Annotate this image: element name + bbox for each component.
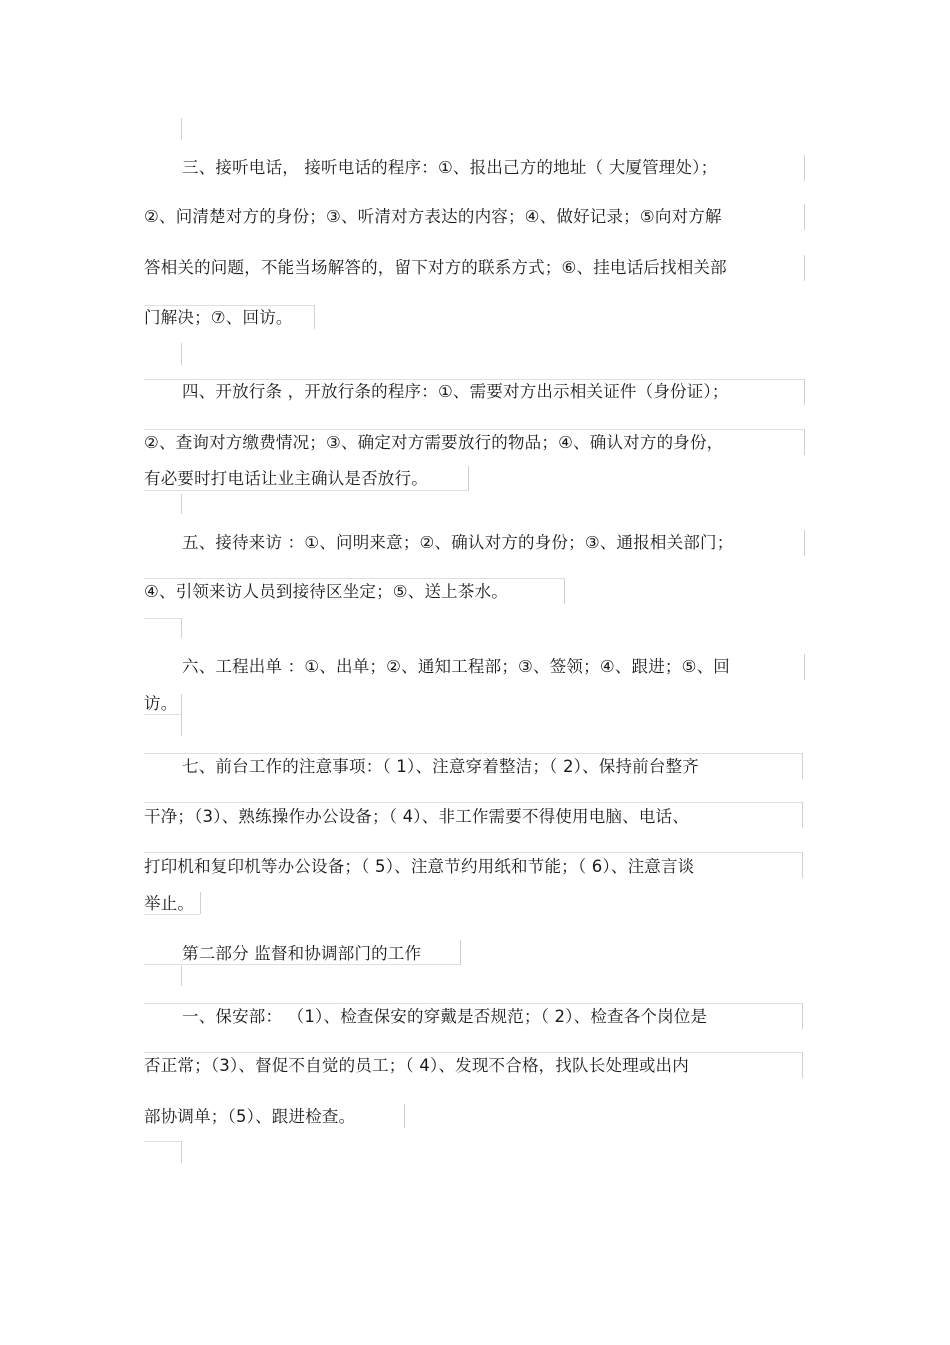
margin-rule [804,530,805,556]
margin-rule [200,892,201,914]
margin-rule [144,1141,182,1142]
security-line-3: 部协调单；（5）、跟进检查。 [144,1107,356,1126]
margin-rule [144,429,804,430]
part-2-heading: 第二部分 监督和协调部门的工作 [182,944,422,963]
margin-rule [804,379,805,405]
margin-rule [181,343,182,365]
margin-rule [181,694,182,736]
margin-rule [144,618,182,619]
margin-rule [144,1052,802,1053]
section-5-line-2: ④、引领来访人员到接待区坐定；⑤、送上茶水。 [144,582,508,601]
section-4-line-1: 四、开放行条 ，开放行条的程序：①、需要对方出示相关证件（身份证）； [182,382,729,401]
margin-rule [804,155,805,181]
margin-rule [804,255,805,281]
margin-rule [802,1052,803,1078]
margin-rule [144,379,804,380]
security-line-2: 否正常；（3）、督促不自觉的员工；（ 4）、发现不合格，找队长处理或出内 [144,1056,689,1075]
margin-rule [144,305,314,306]
margin-rule [802,802,803,828]
margin-rule [181,118,182,140]
margin-rule [144,578,564,579]
margin-rule [144,490,468,491]
section-6-line-2: 访。 [144,694,178,713]
margin-rule [144,714,182,715]
margin-rule [181,966,182,986]
section-3-line-4: 门解决；⑦、回访。 [144,308,293,327]
section-4-line-2: ②、查询对方缴费情况；③、确定对方需要放行的物品；④、确认对方的身份， [144,433,724,452]
margin-rule [460,940,461,965]
section-7-line-3: 打印机和复印机等办公设备；（ 5）、注意节约用纸和节能；（ 6）、注意言谈 [144,857,695,876]
section-4-line-3: 有必要时打电话让业主确认是否放行。 [144,469,428,488]
margin-rule [181,618,182,638]
section-7-line-2: 干净；（3）、熟练操作办公设备；（ 4）、非工作需要不得使用电脑、电话、 [144,807,689,826]
margin-rule [144,964,460,965]
margin-rule [804,429,805,455]
margin-rule [181,494,182,514]
section-6-line-1: 六、工程出单 ：①、出单；②、通知工程部；③、签领；④、跟进；⑤、回 [182,657,731,676]
section-5-line-1: 五、接待来访 ：①、问明来意；②、确认对方的身份；③、通报相关部门； [182,533,734,552]
margin-rule [144,852,802,853]
margin-rule [181,1141,182,1163]
section-7-line-1: 七、前台工作的注意事项：（ 1）、注意穿着整洁；（ 2）、保持前台整齐 [182,757,699,776]
margin-rule [802,852,803,878]
margin-rule [144,1003,802,1004]
margin-rule [144,914,200,915]
section-3-line-1: 三、接听电话， 接听电话的程序：①、报出己方的地址（ 大厦管理处）； [182,158,718,177]
margin-rule [564,578,565,604]
section-3-line-2: ②、问清楚对方的身份；③、听清对方表达的内容；④、做好记录；⑤向对方解 [144,207,722,226]
margin-rule [144,802,802,803]
margin-rule [802,1003,803,1029]
margin-rule [804,654,805,680]
margin-rule [144,753,802,754]
security-line-1: 一、保安部： （1）、检查保安的穿戴是否规范；（ 2）、检查各个岗位是 [182,1007,708,1026]
margin-rule [314,305,315,329]
margin-rule [468,466,469,491]
margin-rule [802,753,803,779]
margin-rule [804,204,805,230]
section-7-line-4: 举止。 [144,894,195,913]
margin-rule [404,1104,405,1128]
section-3-line-3: 答相关的问题，不能当场解答的，留下对方的联系方式；⑥、挂电话后找相关部 [144,258,727,277]
